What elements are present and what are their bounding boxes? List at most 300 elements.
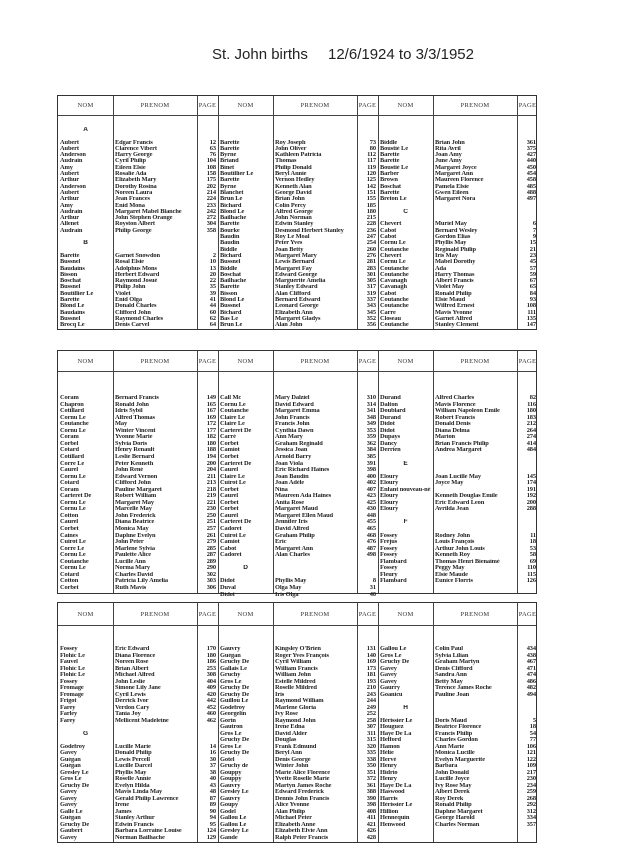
given-names: Betty May: [435, 678, 463, 685]
page-number: 465: [366, 526, 376, 533]
given-names: Diana Beatrice: [115, 519, 155, 526]
surname: Henwood: [380, 821, 406, 828]
surname: Boustié Le: [380, 164, 408, 171]
surname: Barette: [60, 252, 80, 259]
column-header-prenom: PRENOM: [300, 357, 330, 365]
given-names: Joan Lucille May: [435, 473, 481, 480]
surname: Aubert: [60, 145, 79, 152]
given-names: Adolphus Mons: [115, 265, 157, 272]
page-number: 182: [206, 434, 216, 441]
surname: Audrain: [60, 208, 83, 215]
surname: Godefroy: [220, 704, 245, 711]
surname: Barber: [380, 171, 399, 178]
surname: Baudin: [220, 234, 240, 241]
surname: Caurel: [60, 467, 79, 474]
given-names: Cynthia Dawn: [275, 427, 314, 434]
given-names: Elsie Maude: [435, 571, 468, 578]
surname: Bas Le: [220, 315, 239, 322]
page-number: 391: [366, 460, 376, 467]
given-names: Margaret Ann: [435, 171, 473, 178]
page-number: 211: [207, 473, 216, 480]
page-number: 261: [206, 532, 216, 539]
surname: Baudains: [60, 309, 85, 316]
given-names: Ralph Peter Francis: [275, 834, 329, 841]
surname: Cotillard: [60, 408, 84, 415]
page-number: 434: [526, 646, 536, 652]
page-number: 353: [366, 427, 376, 434]
table-row: [58, 322, 218, 328]
page-number: 73: [369, 139, 376, 146]
page-number: 135: [526, 315, 536, 322]
given-names: Alan Charles: [275, 552, 310, 559]
page-number: 37: [209, 763, 216, 769]
given-names: Graham Reginald: [275, 440, 323, 447]
surname: Hidrio: [380, 769, 398, 776]
page-number: 64: [209, 322, 216, 329]
given-names: Albert Francis: [435, 278, 474, 285]
page-number: 244: [366, 698, 376, 704]
surname: Galle Le: [60, 808, 83, 815]
page-number: 21: [529, 246, 536, 253]
given-names: Rosal Elsie: [115, 259, 144, 266]
page-number: 345: [366, 309, 376, 316]
given-names: Denis George: [275, 756, 311, 763]
given-names: Vernon Hedley: [275, 177, 315, 184]
surname: Barette: [220, 221, 240, 228]
given-names: Brian John: [435, 139, 465, 146]
given-names: Phyllis May: [435, 240, 467, 247]
column-group: [378, 351, 538, 593]
page-number: 191: [526, 486, 536, 493]
page-number: 22: [209, 278, 216, 285]
page-number: 126: [526, 578, 536, 585]
surname: Flambard: [380, 558, 407, 565]
page-number: 122: [526, 756, 536, 763]
surname: Camiot: [220, 447, 240, 454]
table-row: [58, 835, 218, 842]
page-number: 180: [206, 652, 216, 659]
given-names: Eunice Florris: [435, 578, 473, 585]
page-number: 423: [366, 493, 376, 500]
page-number: 290: [206, 565, 216, 572]
page-number: 210: [366, 685, 376, 691]
page-number: 390: [366, 795, 376, 802]
page-number: 440: [526, 158, 536, 165]
surname: Harris: [380, 795, 398, 802]
surname: Caines: [60, 532, 78, 539]
given-names: Olga May: [275, 584, 302, 591]
page-number: 421: [366, 821, 376, 828]
surname: Amy: [60, 164, 73, 171]
page-number: 285: [206, 545, 216, 552]
page-number: 94: [209, 815, 216, 821]
given-names: Edward Frederick: [275, 789, 324, 795]
surname: Henry: [380, 763, 397, 769]
surname: Hefford: [380, 737, 401, 743]
page-number: 173: [366, 665, 376, 672]
given-names: Cyril William: [275, 659, 312, 665]
letter-heading: G: [83, 730, 88, 737]
given-names: David Edward: [275, 401, 314, 408]
entries: [378, 127, 538, 329]
surname: Bichard: [220, 309, 242, 316]
given-names: Charles Gordon: [435, 737, 478, 743]
page-number: 89: [209, 802, 216, 808]
surname: Fossey: [380, 545, 398, 552]
given-names: Margaret Ellen Maud: [275, 512, 333, 519]
page-number: 124: [206, 828, 216, 834]
given-names: Diana Florence: [115, 652, 156, 659]
given-names: Sandra Ann: [435, 672, 467, 678]
page-number: 351: [366, 769, 376, 776]
page-number: 283: [366, 265, 376, 272]
surname: Corbet: [220, 499, 239, 506]
surname: Boschat: [380, 183, 401, 190]
column-header-nom: NOM: [397, 102, 414, 109]
surname: Georgelin: [220, 711, 247, 717]
given-names: Lucille Joyce: [435, 776, 470, 782]
surname: Gautron: [220, 724, 243, 730]
surname: Arthur: [60, 196, 79, 203]
surname: Carteret De: [220, 519, 252, 526]
surname: Dalton: [380, 401, 398, 408]
surname: Gallou Le: [380, 646, 407, 652]
given-names: Monica May: [115, 526, 149, 533]
surname: Gande: [220, 834, 238, 841]
surname: Gaubert: [60, 828, 83, 834]
page-number: 288: [526, 506, 536, 513]
page-number: 77: [529, 737, 536, 743]
surname: Gouppy: [220, 769, 242, 776]
page-number: 337: [366, 297, 376, 304]
page-number: 450: [526, 164, 536, 171]
given-names: Lucille Marie: [115, 743, 151, 750]
page-number: 2: [212, 252, 216, 259]
page-number: 119: [367, 164, 376, 171]
given-names: Douglas: [275, 737, 297, 743]
page-number: 250: [206, 512, 216, 519]
page-number: 253: [206, 665, 216, 672]
page-number: 485: [526, 183, 536, 190]
surname: Biddle: [220, 246, 238, 253]
surname: Blond Le: [220, 208, 245, 215]
page-number: 455: [366, 519, 376, 526]
given-names: Mavis Linda May: [115, 789, 163, 795]
given-names: Iris: [275, 691, 285, 698]
page-number: 20: [209, 271, 216, 278]
given-names: Pauline Margaret: [115, 486, 162, 493]
surname: Gavey: [380, 678, 397, 685]
surname: Bisson: [60, 271, 78, 278]
page-number: 341: [366, 408, 376, 415]
surname: Barette: [220, 145, 240, 152]
given-names: Beryl Annie: [275, 171, 307, 178]
surname: Godel: [220, 808, 236, 815]
surname: Gruchy De: [220, 737, 250, 743]
surname: Byrne: [220, 152, 237, 159]
page-number: 23: [529, 252, 536, 259]
surname: Cotard: [60, 447, 79, 454]
page-number: 45: [529, 259, 536, 266]
page-number: 467: [526, 659, 536, 665]
given-names: Martyn James Roche: [275, 782, 332, 789]
given-names: David Alfred: [275, 526, 310, 533]
given-names: Alan Philip: [275, 808, 305, 815]
page-number: 388: [366, 789, 376, 795]
page-number: 233: [206, 202, 216, 209]
given-names: Bernard Wesley: [435, 227, 478, 234]
page-number: 147: [526, 322, 536, 329]
page-number: 172: [206, 421, 216, 428]
surname: Cadoret: [220, 526, 242, 533]
surname: Anderson: [60, 183, 86, 190]
surname: Corbet: [60, 584, 79, 591]
page-number: 476: [366, 539, 376, 546]
page-number: 14: [209, 743, 216, 750]
surname: Carteret De: [220, 460, 252, 467]
surname: Durand: [380, 395, 401, 402]
given-names: Charles David: [115, 571, 153, 578]
given-names: Brian Francis Philip: [435, 440, 489, 447]
given-names: Roy Derek: [435, 795, 464, 802]
surname: Didot: [220, 591, 235, 598]
surname: Claire Le: [220, 473, 245, 480]
page-number: 165: [206, 401, 216, 408]
surname: Coutanche: [380, 265, 409, 272]
surname: Cuirot Le: [220, 532, 246, 539]
table-row: [218, 835, 378, 842]
column-header-page: PAGE: [198, 610, 217, 618]
page-number: 414: [526, 440, 536, 447]
surname: Flohic Le: [60, 665, 85, 672]
given-names: Michael Alfred: [115, 672, 155, 678]
page-number: 224: [206, 196, 216, 203]
page-number: 301: [366, 271, 376, 278]
surname: Cavanagh: [380, 284, 407, 291]
surname: Durand: [380, 414, 401, 421]
surname: Fossey: [60, 646, 78, 652]
given-names: Brian John: [275, 196, 305, 203]
given-names: Barbara: [435, 763, 458, 769]
surname: Brown: [380, 177, 398, 184]
column-header-nom: NOM: [237, 357, 254, 365]
column-header-nom: NOM: [77, 357, 94, 365]
page-number: 108: [206, 164, 216, 171]
surname: Gallou Le: [220, 815, 247, 821]
letter-heading: D: [243, 565, 248, 572]
given-names: Roy Le Moal: [275, 234, 310, 241]
page-number: 484: [526, 447, 536, 454]
surname: Flohic Le: [60, 652, 85, 659]
page-number: 8: [372, 578, 376, 585]
given-names: Raymond Josué: [115, 278, 158, 285]
page-number: 57: [529, 265, 536, 272]
entries: [58, 633, 218, 841]
surname: Corbel: [60, 440, 79, 447]
given-names: Derrick Ivor: [115, 698, 149, 704]
surname: Cadoret: [220, 552, 242, 559]
surname: Aubert: [60, 189, 79, 196]
surname: Gotel: [220, 756, 235, 763]
column-header-page: PAGE: [358, 610, 377, 618]
given-names: Raymond John: [275, 717, 316, 724]
given-names: Royston Albert: [115, 221, 155, 228]
column-header-page: PAGE: [518, 102, 537, 109]
given-names: John Norman: [275, 215, 312, 222]
given-names: Kingsley O'Brien: [275, 646, 321, 652]
surname: Coutanche: [380, 271, 409, 278]
given-names: Enid Olga: [115, 297, 142, 304]
given-names: Ada: [435, 265, 447, 272]
surname: Blond Le: [220, 297, 245, 304]
given-names: Lewis Percell: [115, 756, 150, 763]
page-number: 185: [366, 202, 376, 209]
page-number: 247: [366, 234, 376, 241]
given-names: June Amy: [435, 158, 462, 165]
surname: Barette: [220, 284, 240, 291]
surname: Coutanche: [220, 408, 249, 415]
given-names: Sylvia Lilian: [435, 652, 469, 659]
table-row: [218, 322, 378, 328]
given-names: Gordon Elias: [435, 234, 471, 241]
surname: Didot: [220, 578, 235, 585]
column-header-nom: NOM: [77, 102, 94, 109]
surname: Gruchy De: [220, 685, 250, 691]
given-names: Bernard Francis: [115, 395, 159, 402]
given-names: Edwin Francis: [115, 821, 154, 828]
page-number: 268: [526, 795, 536, 802]
surname: Coutanche: [60, 421, 89, 428]
surname: Dancy: [380, 440, 397, 447]
given-names: Cyril Philip: [115, 158, 146, 165]
page-number: 272: [206, 215, 216, 222]
surname: Gros Le: [220, 743, 242, 750]
surname: Guillou Le: [220, 698, 249, 704]
page-number: 169: [366, 659, 376, 665]
column-header-prenom: PRENOM: [140, 610, 170, 618]
given-names: Monica Lucille: [435, 750, 475, 756]
given-names: Edward Vernon: [115, 473, 158, 480]
page-number: 95: [209, 821, 216, 828]
surname: Cabot: [380, 227, 397, 234]
page-number: 426: [366, 828, 376, 834]
surname: Didot: [380, 421, 395, 428]
given-names: Michael Peter: [275, 815, 312, 821]
surname: Coutanche: [380, 303, 409, 310]
given-names: Ivy Rose: [275, 711, 298, 717]
page-number: 18: [529, 539, 536, 546]
given-names: Ruth Mavis: [115, 584, 147, 591]
given-names: Leonard George: [275, 303, 319, 310]
page-number: 350: [366, 763, 376, 769]
page-number: 35: [209, 284, 216, 291]
given-names: Maureen Ada Haines: [275, 493, 331, 500]
letter-heading: C: [403, 208, 408, 215]
given-names: Philip George: [115, 227, 152, 234]
surname: Bailhache: [220, 278, 247, 285]
given-names: Joyce May: [435, 480, 464, 487]
page-number: 358: [206, 227, 216, 234]
surname: Bisson: [220, 290, 238, 297]
given-names: Paulette Alice: [115, 552, 152, 559]
letter-heading: A: [83, 127, 88, 133]
surname: Cabot: [220, 545, 237, 552]
given-names: Joan Amy: [435, 152, 462, 159]
surname: Caurel: [60, 519, 79, 526]
surname: Anderson: [60, 152, 86, 159]
page-number: 409: [206, 685, 216, 691]
given-names: Thomas Henri Bienaimé: [435, 558, 500, 565]
page-number: 58: [529, 552, 536, 559]
given-names: Eric: [275, 539, 287, 546]
page-number: 359: [366, 434, 376, 441]
page-number: 425: [366, 499, 376, 506]
surname: Gavey: [380, 672, 397, 678]
page-number: 180: [206, 440, 216, 447]
given-names: Desmond Herbert Stanley: [275, 227, 344, 234]
given-names: Dennis John Francis: [275, 795, 330, 802]
given-names: Eric Edward: [115, 646, 150, 652]
page-number: 39: [209, 290, 216, 297]
surname: Caurel: [220, 512, 239, 519]
page-number: 177: [206, 427, 216, 434]
given-names: Diana Delma: [435, 427, 470, 434]
page-number: 343: [366, 303, 376, 310]
given-names: Edward George: [275, 271, 318, 278]
page-number: 120: [366, 171, 376, 178]
page-number: 488: [526, 189, 536, 196]
surname: Corre Le: [60, 545, 85, 552]
surname: Gruchy De: [380, 659, 410, 665]
given-names: Doris Maud: [435, 717, 467, 724]
given-names: Thomas: [275, 158, 297, 165]
given-names: Elsie Maud: [435, 297, 466, 304]
page-number: 202: [206, 183, 216, 190]
given-names: Alan John: [275, 322, 303, 329]
surname: Blond Le: [60, 303, 85, 310]
page-number: 43: [209, 782, 216, 789]
surname: Cornu Le: [380, 240, 406, 247]
page-number: 158: [206, 171, 216, 178]
page-number: 215: [366, 215, 376, 222]
page-number: 180: [366, 208, 376, 215]
surname: Coram: [60, 486, 79, 493]
column-header-page: PAGE: [198, 357, 217, 365]
page-number: 63: [209, 145, 216, 152]
page-number: 258: [366, 717, 376, 724]
given-names: Gwen Eileen: [435, 189, 469, 196]
surname: Eloury: [380, 493, 399, 500]
surname: Fromage: [60, 685, 84, 691]
given-names: Clifford John: [115, 309, 151, 316]
given-names: Joan Baudin: [275, 473, 309, 480]
given-names: Daphne Evelyn: [115, 532, 156, 539]
surname: Houguez: [380, 724, 404, 730]
page-number: 129: [206, 834, 216, 841]
given-names: Jessica Joan: [275, 447, 308, 454]
column-header-nom: NOM: [77, 610, 94, 618]
given-names: Raymond William: [275, 698, 324, 704]
given-names: Yvonne Marie: [115, 434, 153, 441]
given-names: Elizabeth Elvie Ann: [275, 828, 328, 834]
page-number: 452: [206, 704, 216, 711]
given-names: Phyllis May: [115, 769, 147, 776]
surname: Farley: [60, 711, 78, 717]
column-header-page: PAGE: [518, 357, 537, 365]
column-header-page: PAGE: [358, 102, 377, 109]
page-number: 87: [209, 795, 216, 802]
surname: Gros Le: [220, 678, 242, 685]
